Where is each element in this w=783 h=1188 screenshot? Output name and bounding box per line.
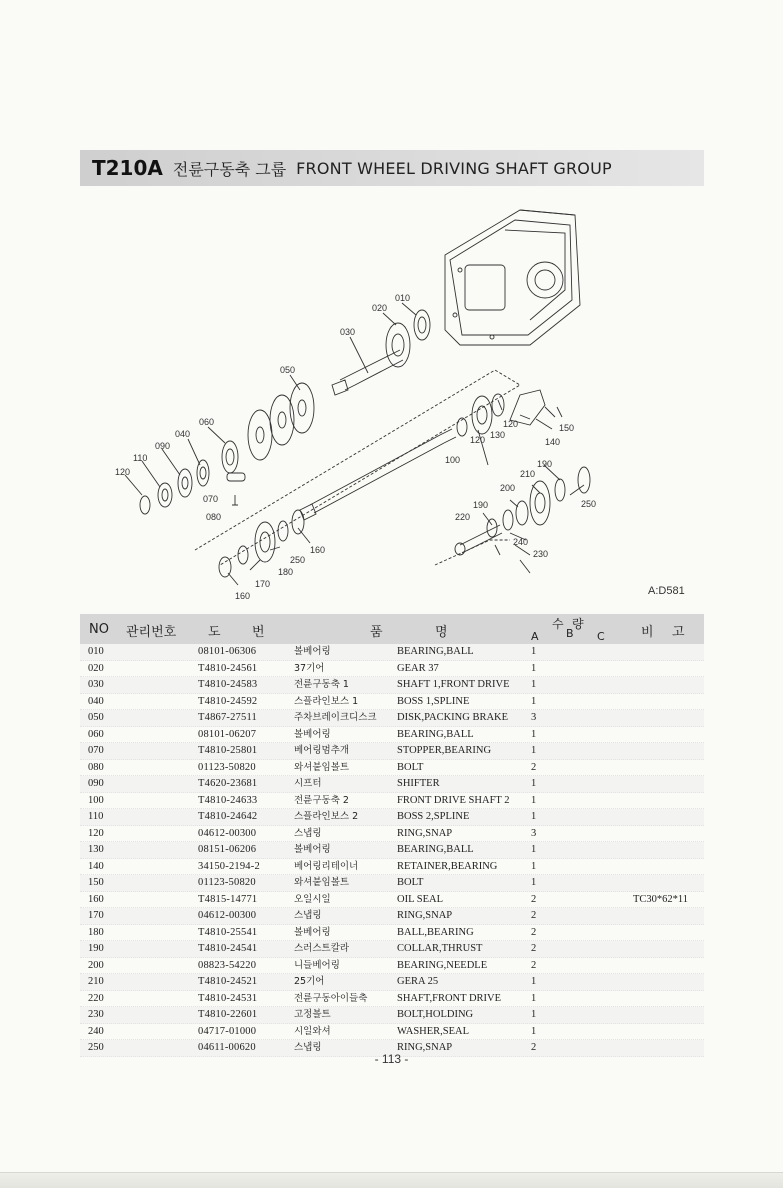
table-row — [80, 776, 704, 793]
svg-text:190: 190 — [473, 500, 489, 510]
item-number: 100 — [88, 794, 104, 806]
part-name-korean: 스플라인보스 1 — [294, 695, 359, 707]
part-name-english: SHAFT,FRONT DRIVE — [397, 992, 502, 1004]
diagram-reference: A:D581 — [648, 585, 685, 597]
item-number: 190 — [88, 943, 104, 954]
item-number: 090 — [88, 778, 104, 789]
table-row — [80, 875, 704, 892]
col-drawing-1: 도 — [208, 625, 221, 640]
item-number: 030 — [88, 679, 104, 690]
part-number: 34150-2194-2 — [198, 860, 260, 872]
part-name-english: RETAINER,BEARING — [397, 860, 498, 872]
part-name-english: OIL SEAL — [397, 893, 443, 905]
svg-text:120: 120 — [470, 435, 486, 445]
svg-text:110: 110 — [133, 453, 148, 463]
quantity: 1 — [531, 728, 537, 740]
part-number: T4810-24633 — [198, 794, 258, 806]
part-name-english: RING,SNAP — [397, 910, 453, 921]
item-number: 110 — [88, 811, 104, 822]
table-row — [80, 842, 704, 859]
col-name-2: 명 — [435, 625, 448, 640]
part-name-korean: 25기어 — [294, 976, 325, 987]
part-number: T4810-24592 — [198, 695, 258, 707]
table-row — [80, 760, 704, 777]
svg-text:240: 240 — [513, 537, 529, 547]
quantity: 2 — [531, 943, 537, 954]
part-number: T4810-24583 — [198, 679, 258, 690]
item-number: 170 — [88, 910, 104, 921]
quantity: 1 — [531, 646, 537, 657]
part-name-korean: 와셔붙임볼트 — [294, 877, 350, 888]
item-number: 220 — [88, 992, 104, 1004]
remark: TC30*62*11 — [633, 893, 689, 905]
svg-text:010: 010 — [395, 293, 411, 303]
svg-text:170: 170 — [255, 579, 271, 589]
item-number: 020 — [88, 662, 104, 674]
item-number: 120 — [88, 827, 104, 839]
svg-text:160: 160 — [235, 591, 251, 601]
group-code: T210A — [92, 156, 163, 180]
part-name-korean: 스플라인보스 2 — [294, 811, 359, 822]
quantity: 2 — [531, 761, 537, 773]
part-name-korean: 니들베어링 — [294, 959, 340, 971]
table-row — [80, 793, 704, 810]
col-qty-c: C — [597, 630, 605, 643]
col-qty-2: 량 — [572, 617, 584, 631]
part-name-korean: 스냅링 — [294, 910, 322, 921]
svg-text:040: 040 — [175, 429, 191, 439]
svg-text:120: 120 — [503, 419, 519, 429]
svg-text:150: 150 — [559, 423, 575, 433]
part-number: 04717-01000 — [198, 1025, 257, 1037]
part-name-korean: 스냅링 — [294, 1042, 322, 1053]
group-title-korean: 전륜구동축 그룹 — [172, 159, 287, 179]
part-name-korean: 와셔붙임볼트 — [294, 761, 350, 773]
table-row — [80, 941, 704, 958]
table-row — [80, 925, 704, 942]
part-name-english: BOLT — [397, 761, 424, 773]
quantity: 1 — [531, 695, 537, 707]
col-qty-a: A — [531, 630, 539, 643]
parts-table-header — [80, 614, 704, 644]
part-name-korean: 전륜구동축 2 — [294, 794, 349, 806]
quantity: 2 — [531, 1042, 537, 1053]
part-name-korean: 스러스트칼라 — [294, 943, 350, 954]
item-number: 250 — [88, 1042, 104, 1053]
svg-text:140: 140 — [545, 437, 561, 447]
quantity: 1 — [531, 1009, 537, 1020]
part-name-korean: 스냅링 — [294, 827, 322, 839]
item-number: 140 — [88, 860, 104, 872]
item-number: 180 — [88, 926, 104, 938]
item-number: 070 — [88, 745, 104, 756]
svg-text:190: 190 — [537, 459, 553, 469]
svg-text:120: 120 — [115, 467, 131, 477]
svg-text:210: 210 — [520, 469, 536, 479]
col-qty-1: 수 — [552, 617, 564, 631]
col-name-1: 품 — [370, 625, 383, 640]
svg-text:100: 100 — [445, 455, 461, 465]
quantity: 3 — [531, 827, 537, 839]
svg-text:160: 160 — [310, 545, 326, 555]
quantity: 1 — [531, 745, 537, 756]
part-name-english: BEARING,BALL — [397, 728, 474, 740]
table-row — [80, 974, 704, 991]
part-name-korean: 고정볼트 — [294, 1009, 331, 1020]
table-row — [80, 1024, 704, 1041]
part-name-korean: 주차브레이크디스크 — [294, 712, 377, 723]
scan-edge — [0, 1172, 783, 1188]
table-row — [80, 694, 704, 711]
table-row — [80, 661, 704, 678]
svg-text:220: 220 — [455, 512, 471, 522]
parts-table-body — [80, 644, 704, 1057]
part-name-korean: 시프터 — [294, 778, 322, 789]
part-name-english: BOSS 1,SPLINE — [397, 695, 470, 707]
table-row — [80, 809, 704, 826]
part-number: 04611-00620 — [198, 1042, 256, 1053]
table-row — [80, 826, 704, 843]
table-row — [80, 958, 704, 975]
quantity: 2 — [531, 926, 537, 938]
col-no: NO — [89, 622, 109, 637]
part-number: 01123-50820 — [198, 761, 256, 773]
part-number: 08101-06306 — [198, 646, 257, 657]
part-name-english: RING,SNAP — [397, 827, 453, 839]
part-name-english: STOPPER,BEARING — [397, 745, 492, 756]
part-name-korean: 볼베어링 — [294, 728, 331, 740]
part-number: 04612-00300 — [198, 827, 257, 839]
quantity: 1 — [531, 844, 537, 855]
part-name-english: BOLT — [397, 877, 424, 888]
part-number: T4867-27511 — [198, 712, 257, 723]
quantity: 1 — [531, 1025, 537, 1037]
item-number: 050 — [88, 712, 104, 723]
item-number: 010 — [88, 646, 104, 657]
item-number: 040 — [88, 695, 104, 707]
item-number: 230 — [88, 1009, 104, 1020]
col-drawing-2: 번 — [252, 625, 265, 640]
svg-text:180: 180 — [278, 567, 294, 577]
part-number: T4620-23681 — [198, 778, 258, 789]
col-mgmt-no: 관리번호 — [126, 625, 177, 640]
part-name-korean: 볼베어링 — [294, 926, 331, 938]
col-remarks-2: 고 — [672, 625, 685, 640]
part-number: T4810-22601 — [198, 1009, 258, 1020]
svg-text:070: 070 — [203, 494, 219, 504]
part-name-korean: 전륜구동아이들축 — [294, 992, 368, 1004]
part-name-english: RING,SNAP — [397, 1042, 453, 1053]
exploded-view-drawing — [100, 195, 700, 610]
table-row — [80, 710, 704, 727]
svg-text:050: 050 — [280, 365, 296, 375]
part-number: 08823-54220 — [198, 959, 257, 971]
item-number: 160 — [88, 893, 104, 905]
quantity: 1 — [531, 877, 537, 888]
col-remarks-1: 비 — [641, 625, 654, 640]
part-name-english: WASHER,SEAL — [397, 1025, 470, 1037]
part-number: 04612-00300 — [198, 910, 257, 921]
part-name-english: DISK,PACKING BRAKE — [397, 712, 509, 723]
part-number: T4810-24561 — [198, 662, 258, 674]
part-name-english: FRONT DRIVE SHAFT 2 — [397, 794, 510, 806]
exploded-parts-diagram — [100, 195, 700, 610]
part-name-korean: 오일시일 — [294, 893, 331, 905]
table-row — [80, 892, 704, 909]
svg-text:090: 090 — [155, 441, 171, 451]
item-number: 210 — [88, 976, 104, 987]
svg-text:060: 060 — [199, 417, 215, 427]
part-name-korean: 볼베어링 — [294, 646, 331, 657]
svg-text:230: 230 — [533, 549, 549, 559]
item-number: 200 — [88, 959, 104, 971]
part-name-english: BOLT,HOLDING — [397, 1009, 474, 1020]
svg-text:200: 200 — [500, 483, 516, 493]
part-number: 08151-06206 — [198, 844, 257, 855]
quantity: 1 — [531, 794, 537, 806]
part-name-korean: 볼베어링 — [294, 844, 331, 855]
svg-text:020: 020 — [372, 303, 388, 313]
part-name-korean: 전륜구동축 1 — [294, 679, 349, 690]
item-number: 130 — [88, 844, 104, 855]
item-number: 060 — [88, 728, 104, 740]
quantity: 1 — [531, 860, 537, 872]
section-title-bar — [80, 150, 704, 186]
quantity: 1 — [531, 662, 537, 674]
part-number: 01123-50820 — [198, 877, 256, 888]
svg-text:130: 130 — [490, 430, 506, 440]
quantity: 1 — [531, 976, 537, 987]
part-name-korean: 시일와셔 — [294, 1025, 331, 1037]
part-name-english: GERA 25 — [397, 976, 439, 987]
item-number: 080 — [88, 761, 104, 773]
part-name-korean: 37기어 — [294, 662, 325, 674]
item-number: 240 — [88, 1025, 104, 1037]
quantity: 3 — [531, 712, 537, 723]
table-row — [80, 859, 704, 876]
quantity: 1 — [531, 811, 537, 822]
table-row — [80, 743, 704, 760]
item-number: 150 — [88, 877, 104, 888]
quantity: 1 — [531, 778, 537, 789]
part-name-english: BEARING,BALL — [397, 646, 474, 657]
svg-text:030: 030 — [340, 327, 356, 337]
part-number: 08101-06207 — [198, 728, 257, 740]
part-name-korean: 베어링리테이너 — [294, 860, 359, 872]
col-qty-b: B — [566, 627, 574, 640]
page-number: - 113 - — [374, 1052, 409, 1066]
part-number: T4810-24642 — [198, 811, 258, 822]
part-name-english: BEARING,BALL — [397, 844, 474, 855]
svg-text:250: 250 — [290, 555, 306, 565]
table-row — [80, 727, 704, 744]
part-number: T4810-25801 — [198, 745, 258, 756]
quantity: 1 — [531, 992, 537, 1004]
part-name-english: BOSS 2,SPLINE — [397, 811, 470, 822]
table-row — [80, 1007, 704, 1024]
table-row — [80, 991, 704, 1008]
svg-text:080: 080 — [206, 512, 222, 522]
part-number: T4815-14771 — [198, 893, 258, 905]
quantity: 2 — [531, 893, 537, 905]
part-name-english: BALL,BEARING — [397, 926, 474, 938]
part-number: T4810-24521 — [198, 976, 258, 987]
table-row — [80, 644, 704, 661]
part-name-korean: 베어링멈추개 — [294, 745, 350, 756]
part-name-english: BEARING,NEEDLE — [397, 959, 488, 971]
table-row — [80, 677, 704, 694]
quantity: 2 — [531, 959, 537, 971]
table-row — [80, 908, 704, 925]
part-name-english: GEAR 37 — [397, 662, 439, 674]
part-name-english: SHAFT 1,FRONT DRIVE — [397, 679, 510, 690]
part-number: T4810-25541 — [198, 926, 258, 938]
svg-text:250: 250 — [581, 499, 597, 509]
group-title-english: FRONT WHEEL DRIVING SHAFT GROUP — [296, 158, 612, 178]
quantity: 2 — [531, 910, 537, 921]
part-name-english: SHIFTER — [397, 778, 440, 789]
part-name-english: COLLAR,THRUST — [397, 943, 483, 954]
quantity: 1 — [531, 679, 537, 690]
part-number: T4810-24531 — [198, 992, 258, 1004]
part-number: T4810-24541 — [198, 943, 258, 954]
